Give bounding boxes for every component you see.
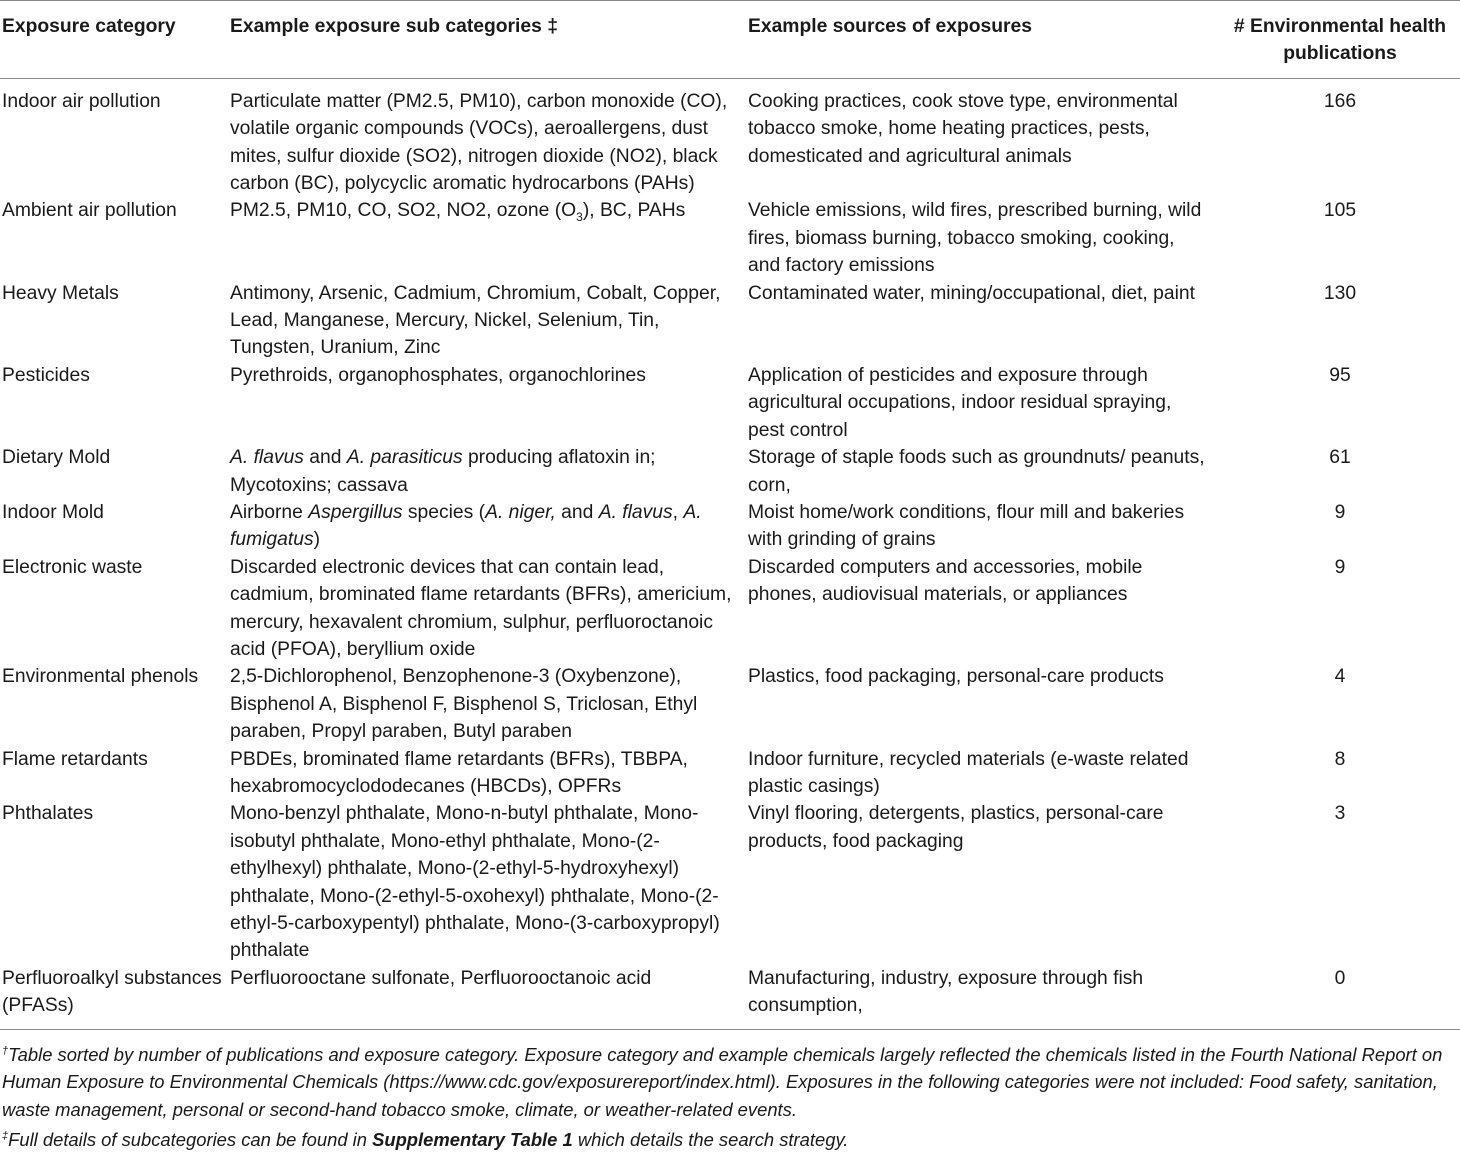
dagger-mark: † [2, 1044, 9, 1057]
cell-category: Ambient air pollution [2, 200, 177, 222]
cell-publications: 9 [1334, 556, 1346, 578]
species-name: A. parasiticus [346, 447, 463, 469]
cell-sources: Plastics, food packaging, personal-care products [748, 666, 1164, 688]
cell-subcategories [230, 444, 748, 499]
table-row [0, 746, 1460, 801]
cell-subcategories: Perfluorooctane sulfonate, Perfluorooctanoic acid [230, 967, 652, 989]
subcat-text: ), BC, PAHs [582, 200, 686, 222]
table-row [0, 197, 1460, 279]
table-row [0, 499, 1460, 554]
cell-category: Perfluoroalkyl substances (PFASs) [2, 967, 222, 1017]
cell-subcategories [230, 197, 748, 279]
cell-subcategories: PBDEs, brominated flame retardants (BFRs), TBBPA, hexabromocyclododecanes (HBCDs), OPFRs [230, 748, 688, 797]
cell-category: Phthalates [2, 803, 94, 825]
cell-publications: 0 [1334, 967, 1346, 989]
cell-publications: 3 [1334, 803, 1346, 825]
species-name: Aspergillus [308, 501, 403, 523]
subcat-text: producing aflatoxin in; Mycotoxins; cassava [230, 447, 656, 496]
footnote-double-dagger [2, 1123, 1460, 1154]
table-header [0, 1, 1460, 79]
cell-category: Dietary Mold [2, 447, 111, 469]
table-row [0, 280, 1460, 362]
cell-category: Flame retardants [2, 748, 148, 770]
cell-category: Pesticides [2, 364, 90, 386]
cell-subcategories: Particulate matter (PM2.5, PM10), carbon monoxide (CO), volatile organic compounds (VOCs), aeroallergens, dust mites, sulfur dioxide (SO2), nitrogen dioxide (NO2), black carbon (BC), polycyclic aromatic hydrocarbons (PAHs) [230, 90, 728, 195]
supplementary-table-link[interactable]: Supplementary Table 1 [372, 1129, 573, 1151]
cell-sources: Moist home/work conditions, flour mill and bakeries with grinding of grains [748, 501, 1185, 551]
cell-subcategories: Discarded electronic devices that can contain lead, cadmium, brominated flame retardants (BFRs), americium, mercury, hexavalent chromium, sulphur, perfluoroctanoic acid (PFOA), beryllium oxide [230, 556, 732, 660]
cell-sources: Storage of staple foods such as groundnuts/ peanuts, corn, [748, 447, 1205, 496]
subcat-text: Airborne [230, 501, 309, 523]
table-row [0, 554, 1460, 664]
cell-category: Electronic waste [2, 556, 143, 578]
subcat-text: species ( [402, 501, 486, 523]
header-sources: Example sources of exposures [748, 16, 1032, 37]
cell-publications: 61 [1329, 447, 1351, 469]
header-publications: # Environmental health publications [1233, 16, 1447, 65]
cell-sources: Manufacturing, industry, exposure through fish consumption, [748, 967, 1144, 1017]
cell-category: Heavy Metals [2, 282, 119, 304]
species-name: A. flavus [230, 447, 304, 469]
cell-publications: 166 [1323, 90, 1357, 112]
species-name: A. niger, [485, 501, 556, 523]
cell-sources: Vinyl flooring, detergents, plastics, personal-care products, food packaging [748, 803, 1164, 852]
cell-sources: Application of pesticides and exposure through agricultural occupations, indoor residual spraying, pest control [748, 364, 1172, 441]
subscript: 3 [576, 210, 583, 225]
species-name: A. flavus [598, 501, 673, 523]
cell-subcategories [230, 499, 748, 554]
cell-sources: Vehicle emissions, wild fires, prescribed burning, wild fires, biomass burning, tobacco smoking, cooking, and factory emissions [748, 200, 1202, 277]
table-body [0, 78, 1460, 1029]
cell-sources: Indoor furniture, recycled materials (e-waste related plastic casings) [748, 748, 1189, 797]
footnote-dagger [2, 1038, 1460, 1123]
table-row [0, 663, 1460, 745]
footnote-text: which details the search strategy. [572, 1129, 849, 1151]
cell-sources: Discarded computers and accessories, mobile phones, audiovisual materials, or appliances [748, 556, 1143, 606]
footnote-text: Table sorted by number of publications and exposure category. Exposure category and example chemicals largely reflected the chemicals listed in the Fourth National Report on Human Exposure to Environmental Chemicals (https://www.cdc.gov/exposurereport/index.html). Exposures in the following categories were not included: Food safety, sanitation, waste management, personal or second-hand tobacco smoke, climate, or weather-related events. [2, 1043, 1443, 1120]
header-row [0, 1, 1460, 79]
cell-subcategories: Antimony, Arsenic, Cadmium, Chromium, Cobalt, Copper, Lead, Manganese, Mercury, Nickel, Selenium, Tin, Tungsten, Uranium, Zinc [230, 282, 721, 359]
cell-publications: 130 [1323, 282, 1357, 304]
subcat-text: and [555, 501, 599, 523]
cell-category: Indoor Mold [2, 501, 104, 523]
table-row [0, 362, 1460, 444]
table-row [0, 78, 1460, 197]
cell-sources: Contaminated water, mining/occupational, diet, paint [748, 282, 1195, 304]
cell-publications: 95 [1329, 364, 1351, 386]
subcat-text: , [672, 501, 684, 523]
table-row [0, 800, 1460, 964]
cell-sources: Cooking practices, cook stove type, environmental tobacco smoke, home heating practices, pests, domesticated and agricultural animals [748, 90, 1178, 167]
cell-subcategories: Mono-benzyl phthalate, Mono-n-butyl phthalate, Mono-isobutyl phthalate, Mono-ethyl phthalate, Mono-(2-ethylhexyl) phthalate, Mono-(2-ethyl-5-hydroxyhexyl) phthalate, Mono-(2-ethyl-5-oxohexyl) phthalate, Mono-(2-ethyl-5-carboxypentyl) phthalate, Mono-(3-carboxypropyl) phthalate [230, 803, 720, 962]
cell-publications: 8 [1334, 748, 1346, 770]
table-footnotes [0, 1030, 1460, 1154]
subcat-text: ) [313, 529, 321, 551]
cell-subcategories: 2,5-Dichlorophenol, Benzophenone-3 (Oxybenzone), Bisphenol A, Bisphenol F, Bisphenol S, Triclosan, Ethyl paraben, Propyl paraben, Butyl paraben [230, 666, 698, 743]
species-name: A. fumigatus [230, 501, 702, 551]
double-dagger-mark: ‡ [2, 1129, 9, 1142]
cell-category: Indoor air pollution [2, 90, 161, 112]
table-row [0, 444, 1460, 499]
subcat-text: PM2.5, PM10, CO, SO2, NO2, ozone (O [230, 200, 577, 222]
cell-publications: 105 [1323, 200, 1357, 222]
header-exposure-category: Exposure category [2, 16, 176, 37]
footnote-text: Full details of subcategories can be found in [8, 1129, 373, 1151]
cell-category: Environmental phenols [2, 666, 199, 688]
cell-publications: 9 [1334, 501, 1346, 523]
header-sub-categories: Example exposure sub categories ‡ [230, 16, 558, 37]
cell-subcategories: Pyrethroids, organophosphates, organochlorines [230, 364, 646, 386]
subcat-text: and [303, 447, 347, 469]
table-row [0, 965, 1460, 1029]
cell-publications: 4 [1334, 666, 1346, 688]
